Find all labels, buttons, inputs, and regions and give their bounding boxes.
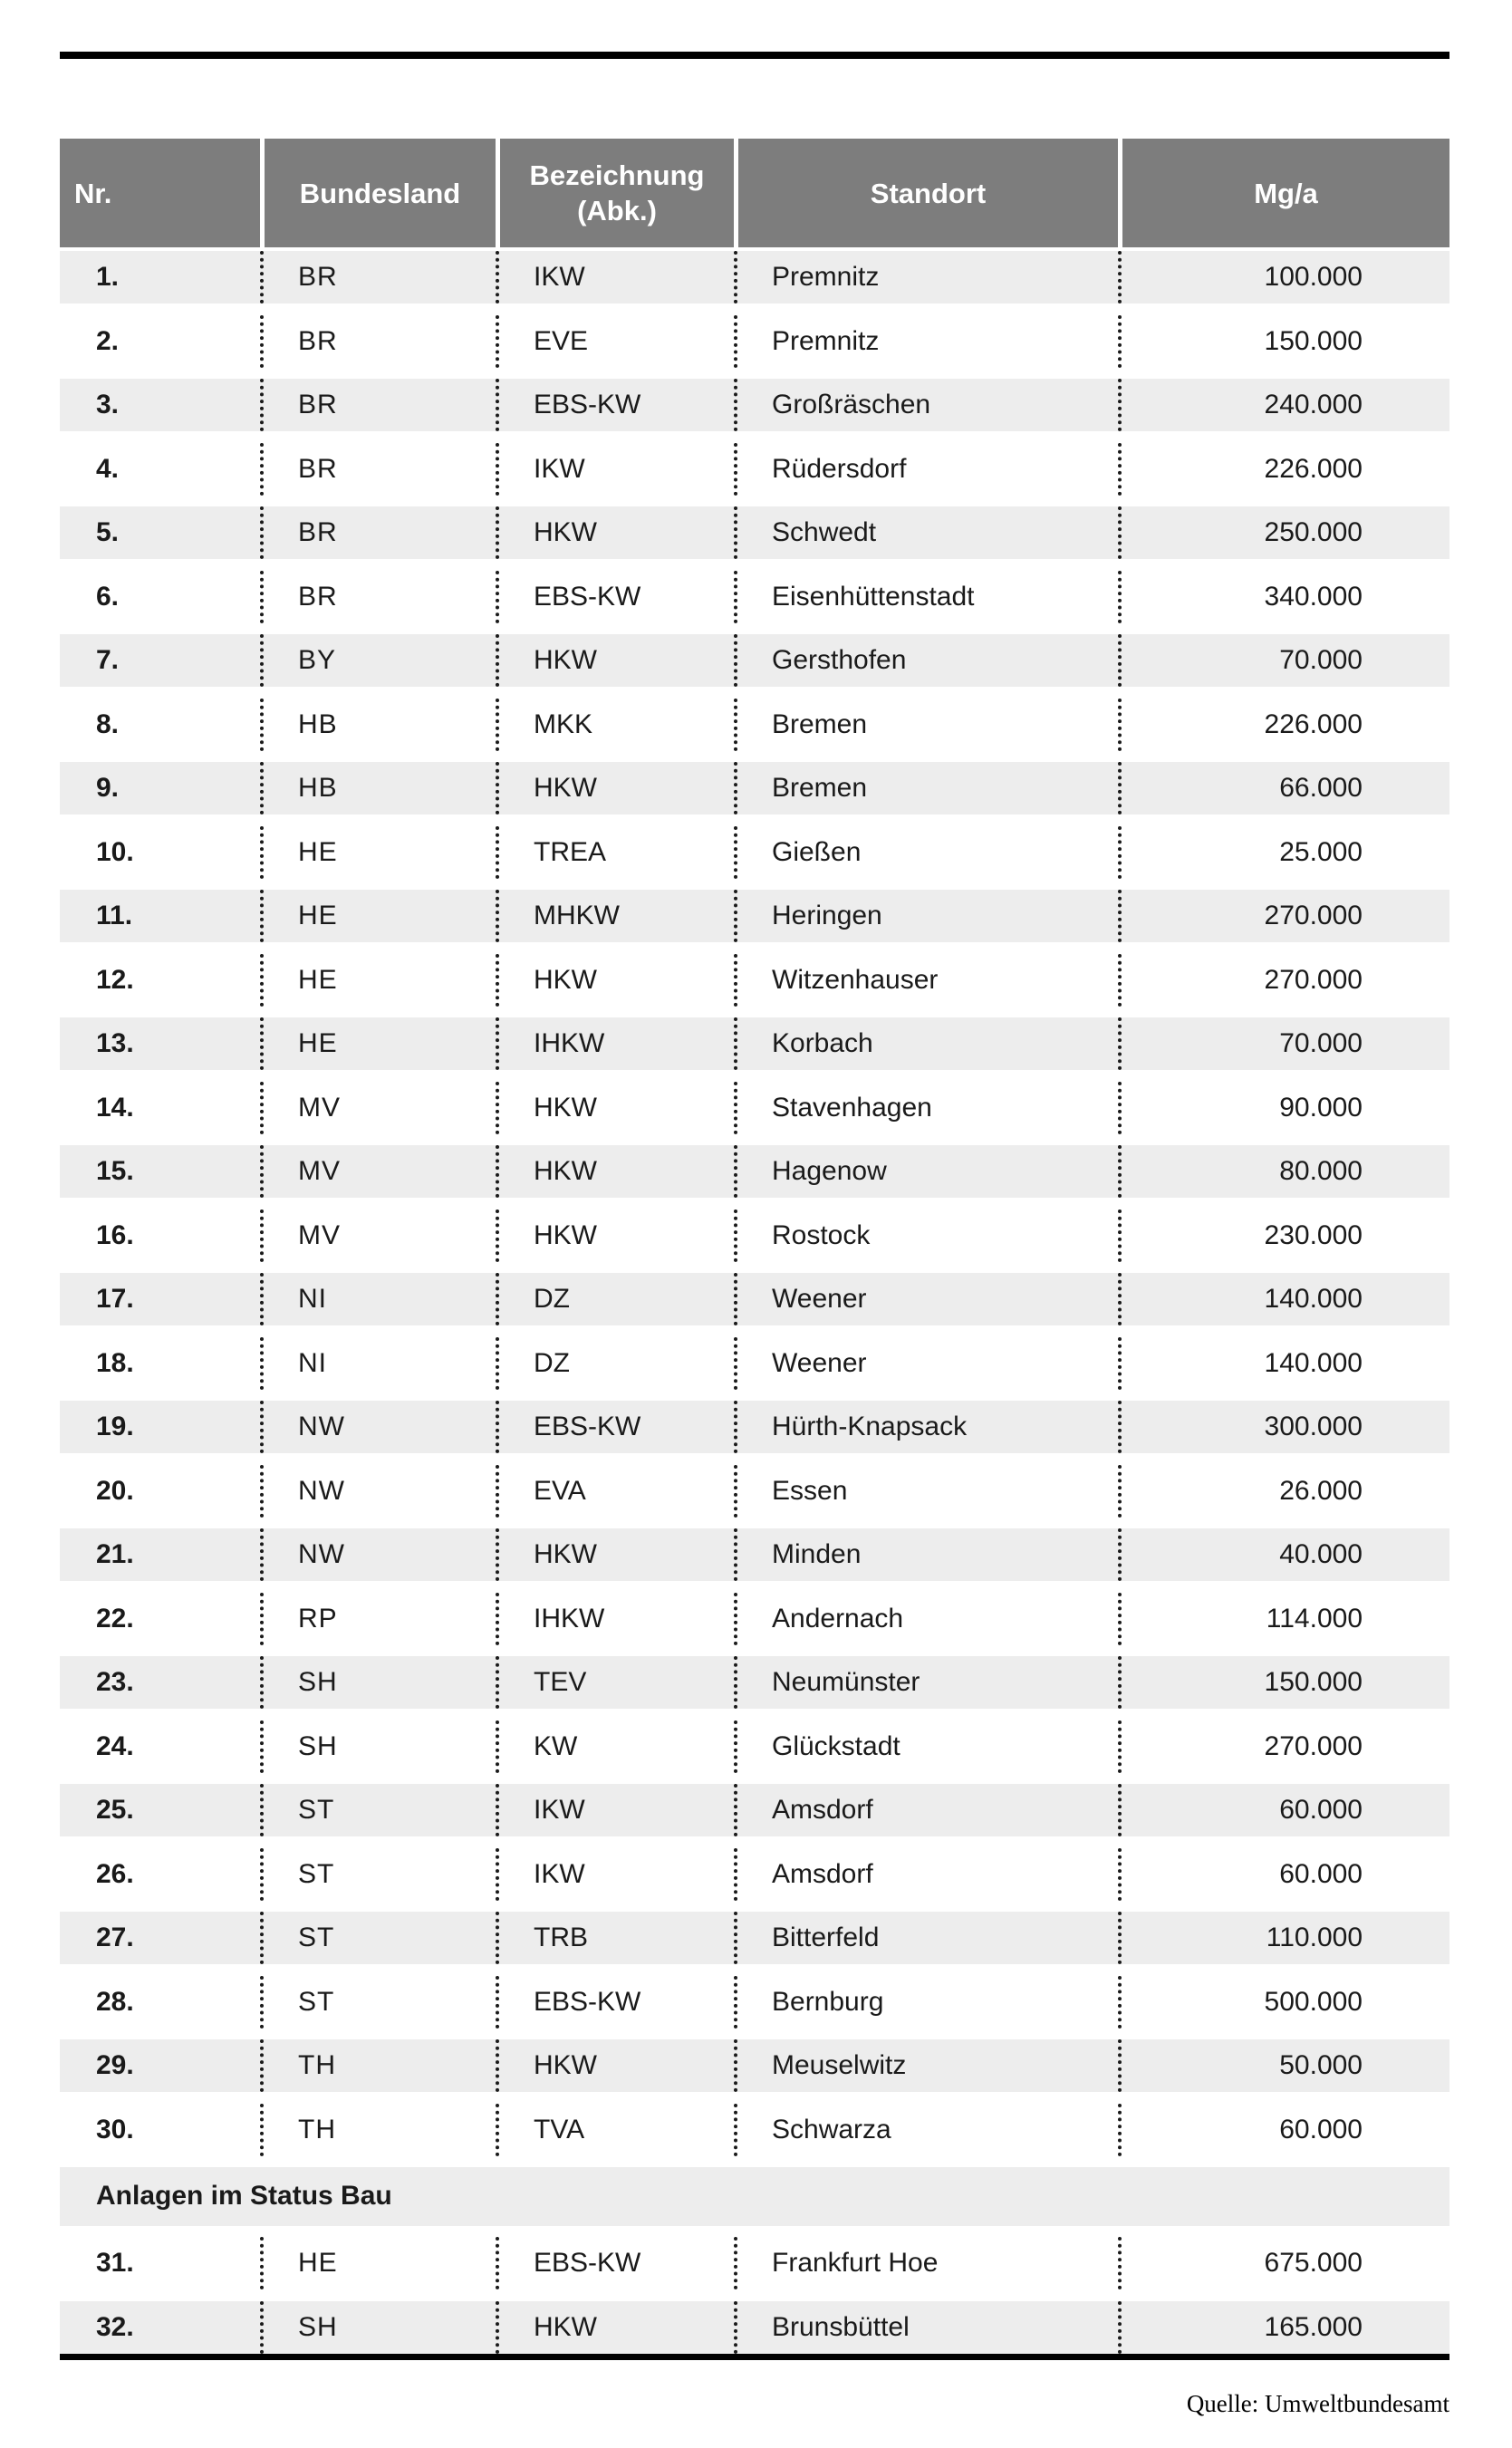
cell-bezeichnung: EVA [496,1465,734,1518]
cell-standort: Weener [734,1273,1118,1325]
table-row [60,699,1449,751]
cell-mga: 226.000 [1118,443,1449,496]
cell-standort: Gersthofen [734,634,1118,687]
cell-bezeichnung: HKW [496,506,734,559]
column-header-nr: Nr. [74,177,112,209]
table-row [60,1656,1449,1709]
cell-mga: 100.000 [1118,251,1449,304]
cell-bundesland: SH [260,2301,496,2354]
cell-standort: Minden [734,1528,1118,1581]
table-row [60,826,1449,879]
cell-nr: 21. [60,1528,260,1581]
table-row [60,1465,1449,1518]
cell-nr: 12. [60,954,260,1007]
cell-standort: Bremen [734,699,1118,751]
cell-mga: 114.000 [1118,1593,1449,1645]
cell-bezeichnung: HKW [496,2301,734,2354]
cell-standort: Großräschen [734,379,1118,431]
cell-bezeichnung: IHKW [496,1593,734,1645]
cell-bundesland: BR [260,315,496,368]
cell-standort: Schwarza [734,2104,1118,2156]
cell-bundesland: HE [260,826,496,879]
cell-bezeichnung: EBS-KW [496,379,734,431]
cell-bundesland: NW [260,1401,496,1453]
cell-nr: 18. [60,1337,260,1390]
table-row [60,1401,1449,1453]
cell-bezeichnung: IKW [496,1848,734,1901]
cell-standort: Neumünster [734,1656,1118,1709]
cell-nr: 4. [60,443,260,496]
cell-nr: 25. [60,1784,260,1836]
table-row [60,1337,1449,1390]
cell-mga: 150.000 [1118,1656,1449,1709]
cell-mga: 60.000 [1118,1848,1449,1901]
cell-bundesland: MV [260,1082,496,1134]
column-header-bundesland: Bundesland [260,139,496,247]
cell-bezeichnung: EVE [496,315,734,368]
cell-nr: 31. [60,2237,260,2289]
table-row [60,1082,1449,1134]
cell-mga: 150.000 [1118,315,1449,368]
table-row [60,1912,1449,1964]
cell-bundesland: HE [260,890,496,942]
cell-bezeichnung: KW [496,1720,734,1773]
table-body-main [60,251,1449,2156]
column-header-standort: Standort [734,139,1118,247]
cell-bundesland: HE [260,2237,496,2289]
cell-bezeichnung: HKW [496,762,734,814]
cell-bundesland: NI [260,1273,496,1325]
cell-mga: 250.000 [1118,506,1449,559]
table-row [60,1528,1449,1581]
cell-bezeichnung: DZ [496,1273,734,1325]
cell-bundesland: SH [260,1720,496,1773]
cell-mga: 110.000 [1118,1912,1449,1964]
cell-mga: 270.000 [1118,954,1449,1007]
cell-mga: 140.000 [1118,1337,1449,1390]
cell-bundesland: BR [260,443,496,496]
cell-mga: 300.000 [1118,1401,1449,1453]
cell-nr: 14. [60,1082,260,1134]
cell-standort: Eisenhüttenstadt [734,571,1118,623]
table-row [60,1145,1449,1198]
cell-mga: 270.000 [1118,1720,1449,1773]
table-body-bau [60,2237,1449,2354]
table-row [60,571,1449,623]
table-row [60,2237,1449,2289]
cell-nr: 24. [60,1720,260,1773]
table-row [60,2301,1449,2354]
cell-bundesland: MV [260,1145,496,1198]
cell-nr: 30. [60,2104,260,2156]
cell-standort: Bremen [734,762,1118,814]
cell-bezeichnung: TEV [496,1656,734,1709]
cell-standort: Glückstadt [734,1720,1118,1773]
cell-bezeichnung: HKW [496,1145,734,1198]
cell-bezeichnung: EBS-KW [496,2237,734,2289]
cell-standort: Rüdersdorf [734,443,1118,496]
cell-standort: Bernburg [734,1976,1118,2029]
cell-standort: Witzenhauser [734,954,1118,1007]
cell-bundesland: HE [260,1017,496,1070]
table-row [60,1784,1449,1836]
cell-nr: 17. [60,1273,260,1325]
cell-mga: 230.000 [1118,1210,1449,1262]
cell-nr: 10. [60,826,260,879]
table-row [60,954,1449,1007]
cell-nr: 26. [60,1848,260,1901]
cell-standort: Brunsbüttel [734,2301,1118,2354]
table-row [60,2039,1449,2092]
cell-mga: 270.000 [1118,890,1449,942]
cell-mga: 60.000 [1118,2104,1449,2156]
cell-mga: 340.000 [1118,571,1449,623]
cell-mga: 675.000 [1118,2237,1449,2289]
cell-standort: Schwedt [734,506,1118,559]
cell-nr: 19. [60,1401,260,1453]
cell-bezeichnung: TRB [496,1912,734,1964]
cell-bezeichnung: HKW [496,1528,734,1581]
cell-standort: Stavenhagen [734,1082,1118,1134]
cell-nr: 3. [60,379,260,431]
table-row [60,1273,1449,1325]
cell-standort: Premnitz [734,315,1118,368]
column-header-bezeichnung: Bezeichnung (Abk.) [496,139,734,247]
table-row [60,634,1449,687]
cell-mga: 60.000 [1118,1784,1449,1836]
table-row [60,1976,1449,2029]
cell-bezeichnung: IKW [496,251,734,304]
cell-bundesland: HE [260,954,496,1007]
cell-nr: 9. [60,762,260,814]
cell-bezeichnung: IKW [496,443,734,496]
cell-nr: 20. [60,1465,260,1518]
cell-nr: 13. [60,1017,260,1070]
table-row [60,379,1449,431]
cell-mga: 90.000 [1118,1082,1449,1134]
table-row [60,890,1449,942]
cell-standort: Rostock [734,1210,1118,1262]
cell-bundesland: TH [260,2104,496,2156]
cell-bundesland: MV [260,1210,496,1262]
cell-bezeichnung: DZ [496,1337,734,1390]
cell-bezeichnung: MKK [496,699,734,751]
cell-nr: 27. [60,1912,260,1964]
table-header-row [60,139,1449,247]
table-row [60,251,1449,304]
cell-mga: 165.000 [1118,2301,1449,2354]
cell-bezeichnung: TREA [496,826,734,879]
cell-standort: Frankfurt Hoe [734,2237,1118,2289]
cell-mga: 70.000 [1118,634,1449,687]
cell-bezeichnung: HKW [496,1210,734,1262]
cell-mga: 25.000 [1118,826,1449,879]
cell-standort: Andernach [734,1593,1118,1645]
table-row [60,1848,1449,1901]
cell-mga: 26.000 [1118,1465,1449,1518]
column-header-mga: Mg/a [1118,139,1449,247]
cell-bezeichnung: EBS-KW [496,571,734,623]
cell-bundesland: BR [260,251,496,304]
cell-nr: 1. [60,251,260,304]
cell-mga: 66.000 [1118,762,1449,814]
cell-bundesland: RP [260,1593,496,1645]
section-row [60,2167,1449,2226]
cell-standort: Meuselwitz [734,2039,1118,2092]
cell-standort: Hürth-Knapsack [734,1401,1118,1453]
cell-bundesland: ST [260,1784,496,1836]
cell-standort: Bitterfeld [734,1912,1118,1964]
table-row [60,1720,1449,1773]
cell-bundesland: ST [260,1848,496,1901]
cell-nr: 15. [60,1145,260,1198]
table-row [60,1593,1449,1645]
cell-nr: 28. [60,1976,260,2029]
cell-mga: 50.000 [1118,2039,1449,2092]
cell-bezeichnung: HKW [496,1082,734,1134]
cell-bundesland: NW [260,1528,496,1581]
cell-bezeichnung: IHKW [496,1017,734,1070]
bottom-rule [60,2354,1449,2360]
table-row [60,2104,1449,2156]
cell-nr: 11. [60,890,260,942]
cell-bezeichnung: EBS-KW [496,1976,734,2029]
cell-mga: 240.000 [1118,379,1449,431]
cell-bezeichnung: HKW [496,634,734,687]
cell-standort: Gießen [734,826,1118,879]
cell-nr: 16. [60,1210,260,1262]
cell-bundesland: ST [260,1976,496,2029]
cell-bezeichnung: MHKW [496,890,734,942]
table-row [60,1210,1449,1262]
cell-mga: 40.000 [1118,1528,1449,1581]
cell-bundesland: BR [260,571,496,623]
cell-bundesland: BR [260,379,496,431]
table-row [60,443,1449,496]
cell-bundesland: HB [260,699,496,751]
capacity-table [60,139,1449,2360]
cell-bezeichnung: HKW [496,954,734,1007]
cell-nr: 7. [60,634,260,687]
cell-bundesland: NW [260,1465,496,1518]
cell-nr: 23. [60,1656,260,1709]
cell-standort: Korbach [734,1017,1118,1070]
table-row [60,315,1449,368]
cell-bezeichnung: IKW [496,1784,734,1836]
table-row [60,506,1449,559]
cell-bundesland: SH [260,1656,496,1709]
cell-bundesland: TH [260,2039,496,2092]
cell-standort: Amsdorf [734,1848,1118,1901]
cell-bundesland: NI [260,1337,496,1390]
cell-standort: Weener [734,1337,1118,1390]
cell-bundesland: ST [260,1912,496,1964]
cell-bezeichnung: EBS-KW [496,1401,734,1453]
cell-mga: 140.000 [1118,1273,1449,1325]
cell-bundesland: BR [260,506,496,559]
top-rule [60,52,1449,59]
cell-bundesland: HB [260,762,496,814]
cell-nr: 5. [60,506,260,559]
cell-nr: 8. [60,699,260,751]
cell-nr: 29. [60,2039,260,2092]
cell-standort: Premnitz [734,251,1118,304]
cell-standort: Amsdorf [734,1784,1118,1836]
cell-bundesland: BY [260,634,496,687]
cell-mga: 80.000 [1118,1145,1449,1198]
cell-nr: 22. [60,1593,260,1645]
cell-standort: Essen [734,1465,1118,1518]
table-row [60,1017,1449,1070]
table-row [60,762,1449,814]
source-note: Quelle: Umweltbundesamt [1186,2390,1449,2417]
cell-nr: 32. [60,2301,260,2354]
cell-bezeichnung: HKW [496,2039,734,2092]
cell-mga: 226.000 [1118,699,1449,751]
section-label: Anlagen im Status Bau [96,2181,392,2212]
cell-standort: Heringen [734,890,1118,942]
cell-mga: 70.000 [1118,1017,1449,1070]
cell-nr: 2. [60,315,260,368]
cell-nr: 6. [60,571,260,623]
cell-mga: 500.000 [1118,1976,1449,2029]
cell-bezeichnung: TVA [496,2104,734,2156]
cell-standort: Hagenow [734,1145,1118,1198]
